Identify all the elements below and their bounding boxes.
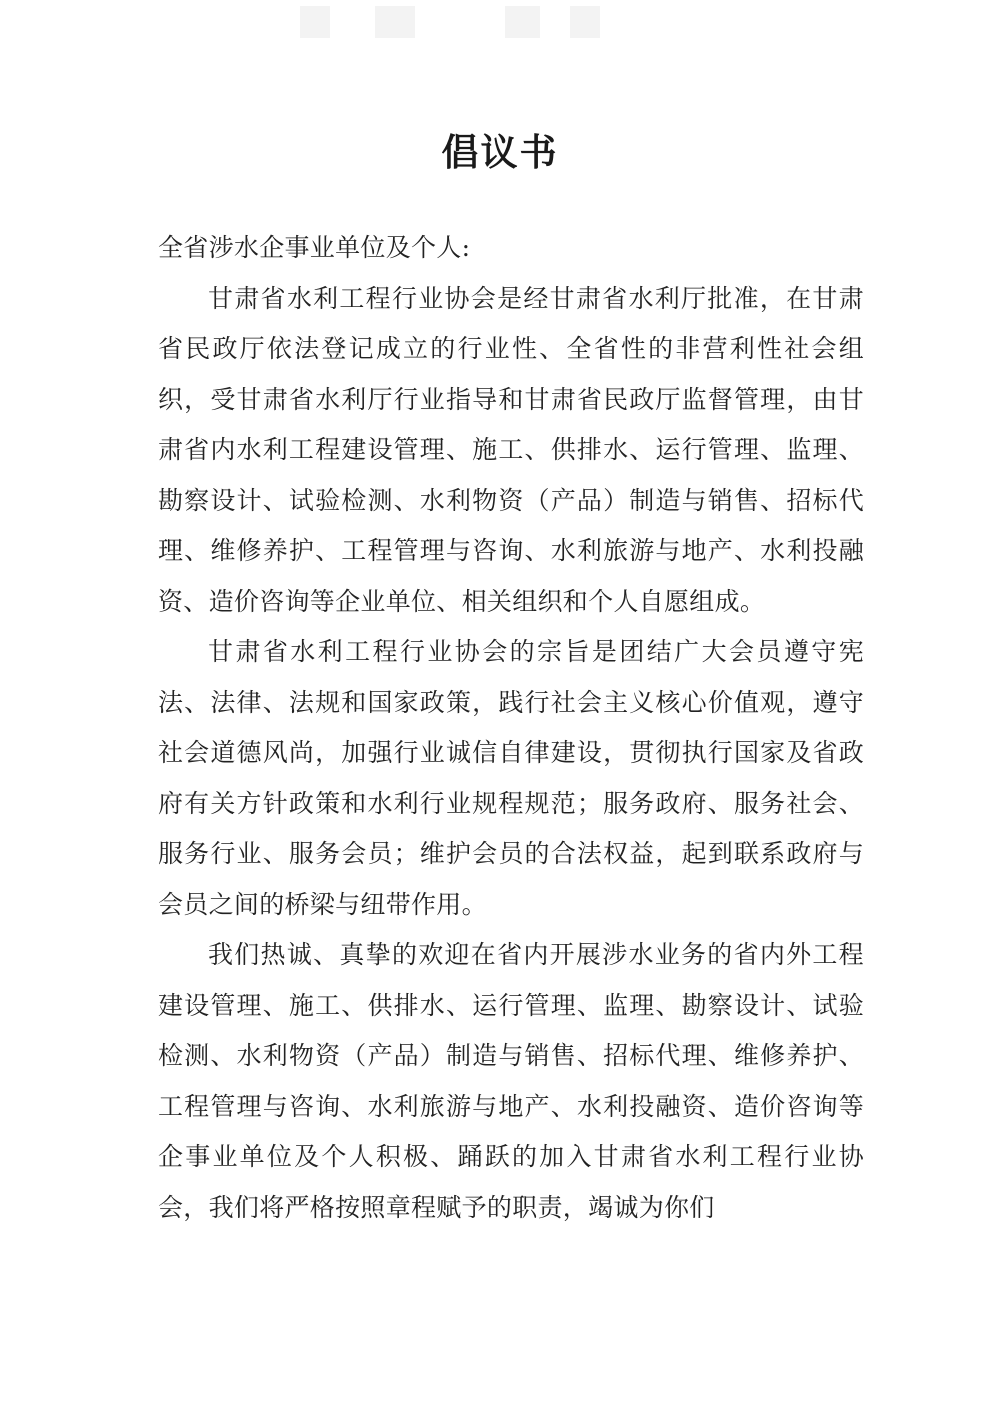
document-title: 倡议书	[441, 130, 559, 174]
scan-artifacts	[0, 0, 1000, 50]
document-body	[158, 223, 864, 1233]
salutation: 全省涉水企事业单位及个人:	[158, 233, 471, 262]
paragraph-1: 甘肃省水利工程行业协会是经甘肃省水利厅批准，在甘肃省民政厅依法登记成立的行业性、全省性的非营利性社会组织，受甘肃省水利厅行业指导和甘肃省民政厅监督管理，由甘肃省内水利工程建设管理、施工、供排水、运行管理、监理、勘察设计、试验检测、水利物资（产品）制造与销售、招标代理、维修养护、工程管理与咨询、水利旅游与地产、水利投融资、造价咨询等企业单位、相关组织和个人自愿组成。	[158, 283, 864, 616]
paragraph-2: 甘肃省水利工程行业协会的宗旨是团结广大会员遵守宪法、法律、法规和国家政策，践行社会主义核心价值观，遵守社会道德风尚，加强行业诚信自律建设，贯彻执行国家及省政府有关方针政策和水利行业规程规范；服务政府、服务社会、服务行业、服务会员；维护会员的合法权益，起到联系政府与会员之间的桥梁与纽带作用。	[158, 637, 864, 919]
paragraph-3: 我们热诚、真挚的欢迎在省内开展涉水业务的省内外工程建设管理、施工、供排水、运行管理、监理、勘察设计、试验检测、水利物资（产品）制造与销售、招标代理、维修养护、工程管理与咨询、水利旅游与地产、水利投融资、造价咨询等企事业单位及个人积极、踊跃的加入甘肃省水利工程行业协会，我们将严格按照章程赋予的职责，竭诚为你们	[158, 940, 864, 1222]
